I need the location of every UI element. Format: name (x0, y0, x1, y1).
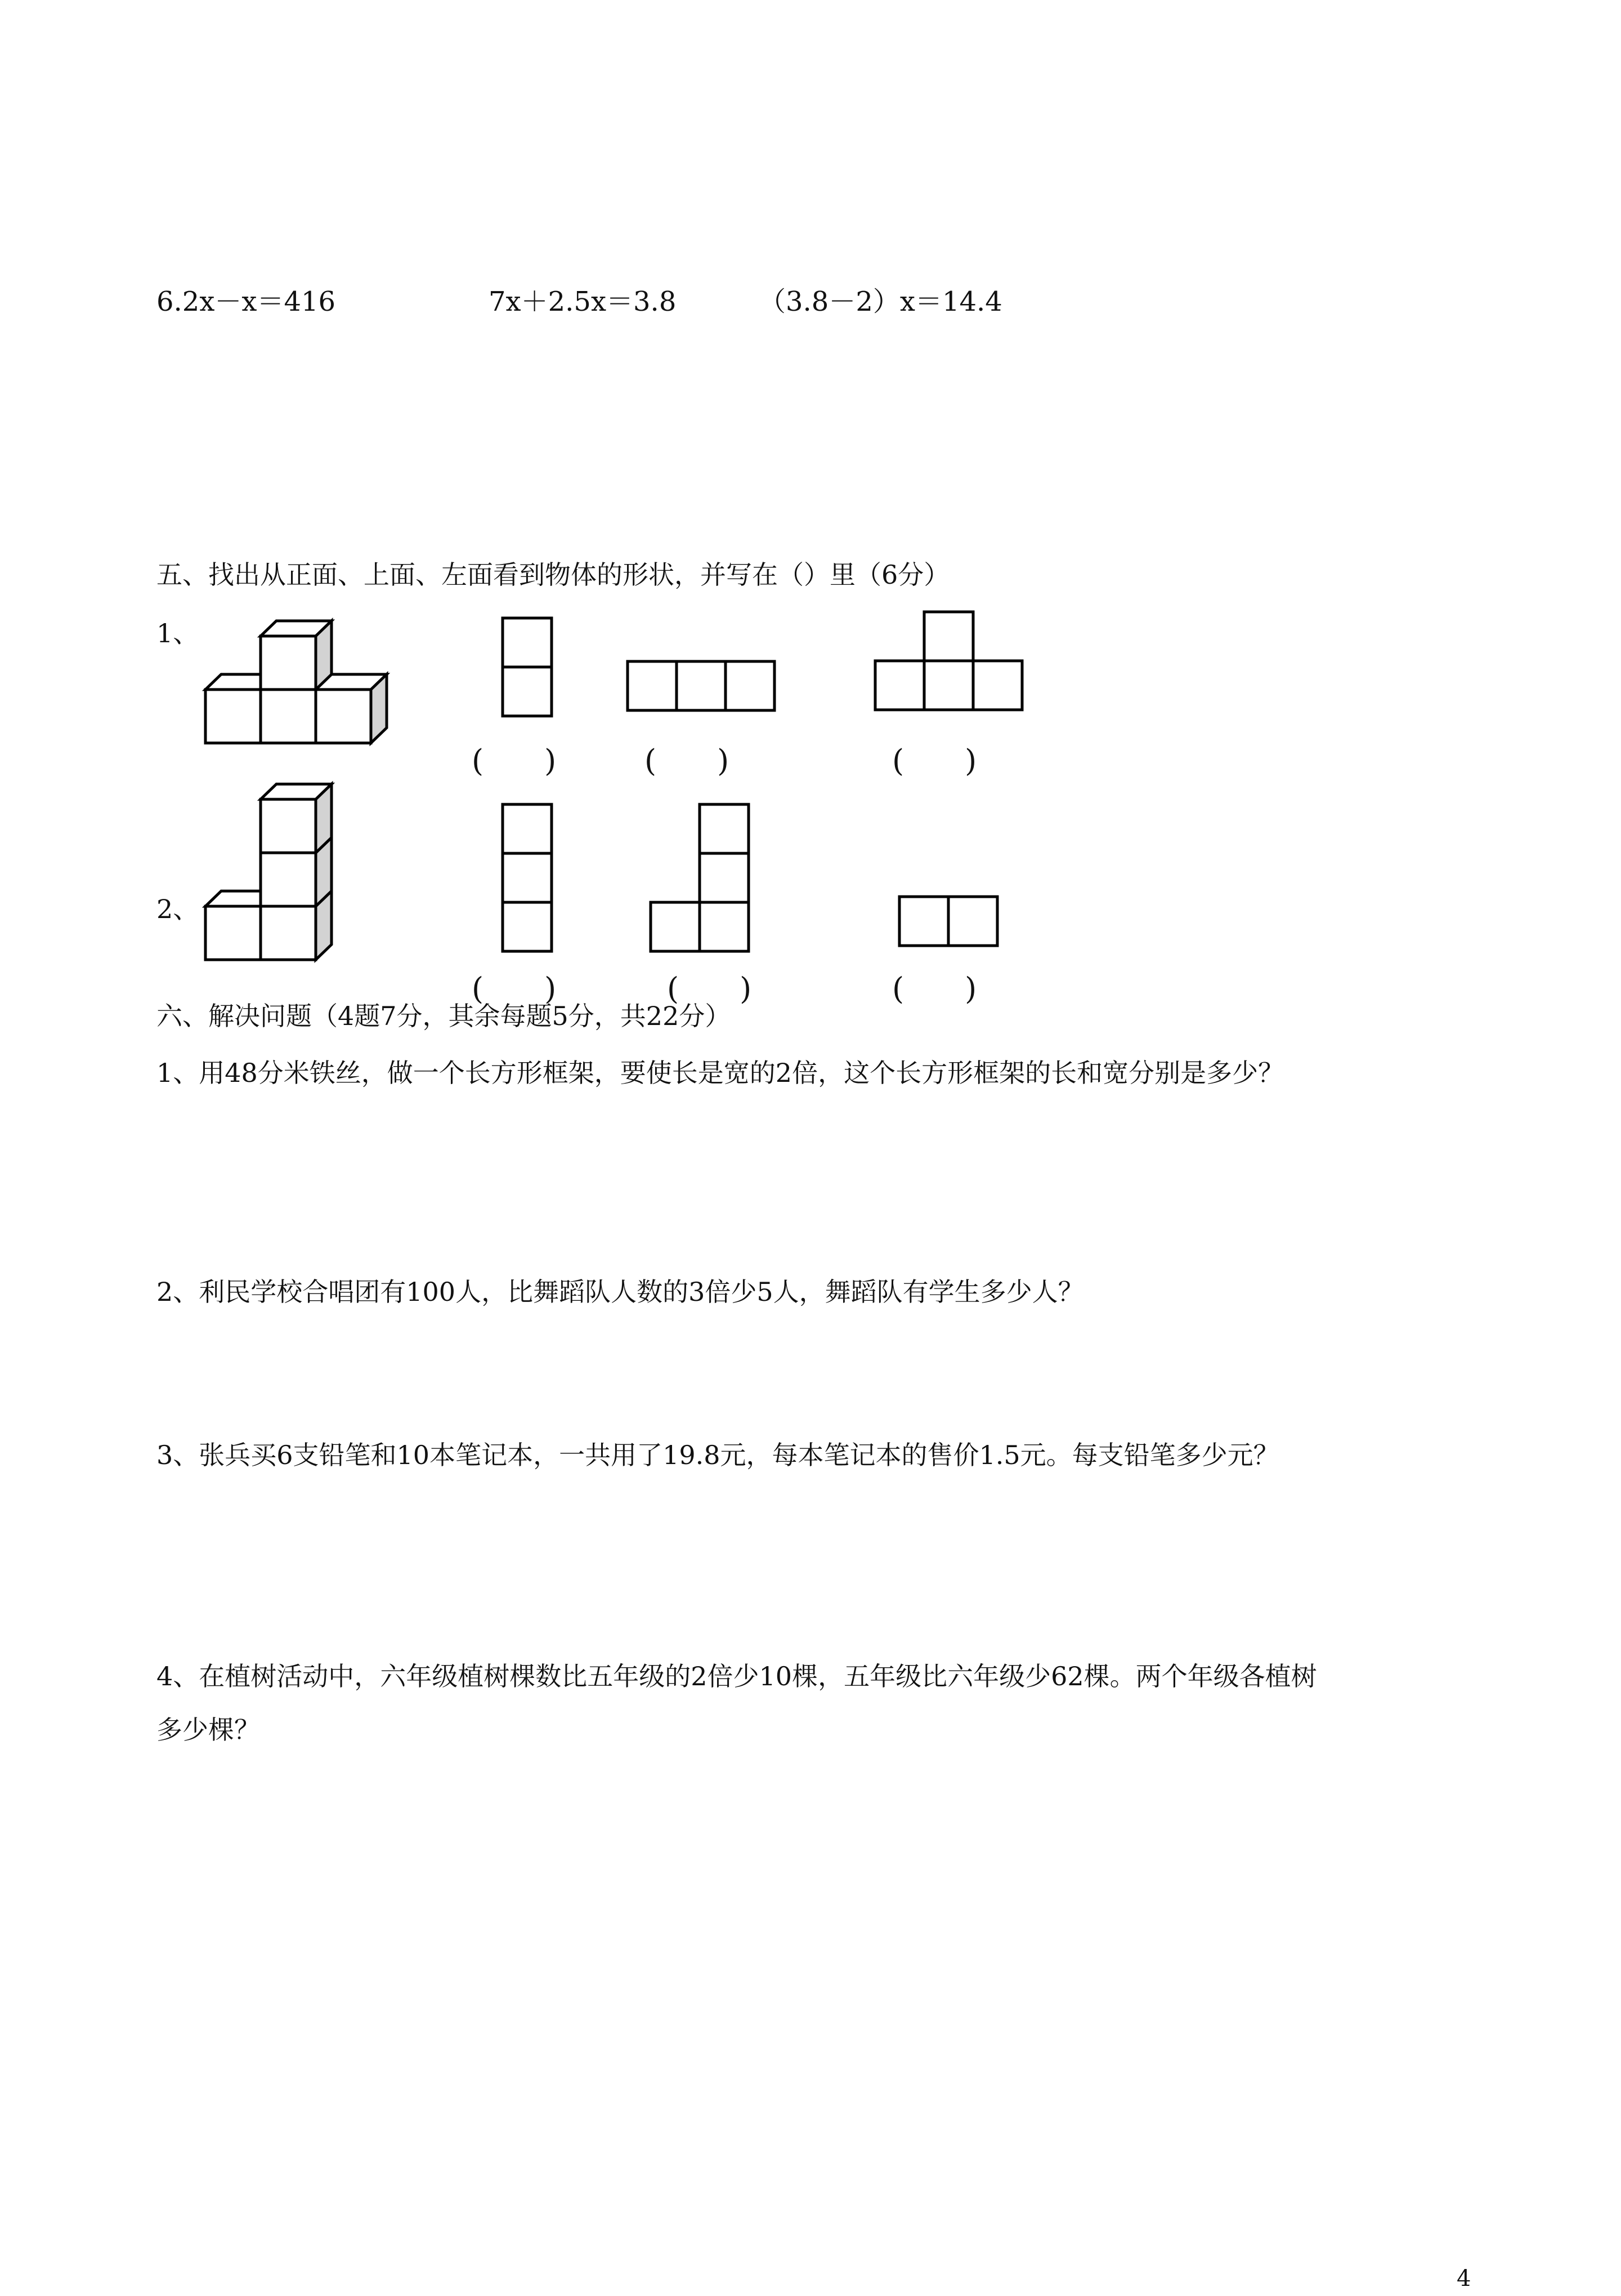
page-number: 4 (1457, 2266, 1471, 2291)
section6-title: 六、解决问题（4题7分，其余每题5分，共22分） (156, 1001, 731, 1031)
q1-view-a (501, 616, 555, 718)
problem-2: 2、利民学校合唱团有100人，比舞蹈队人数的3倍少5人，舞蹈队有学生多少人？ (156, 1277, 1084, 1307)
q1-view-b (626, 660, 779, 714)
q1-label: 1、 (156, 618, 199, 648)
q1-answer-blank-c[interactable]: ( ) (892, 743, 977, 778)
problem-3: 3、张兵买6支铅笔和10本笔记本，一共用了19.8元，每本笔记本的售价1.5元。每支铅笔多少元？ (156, 1440, 1279, 1470)
q1-answer-blank-a[interactable]: ( ) (472, 743, 557, 778)
equation-2: 7x＋2.5x＝3.8 (489, 286, 677, 317)
q1-answer-blank-b[interactable]: ( ) (644, 743, 729, 778)
q1-view-c (874, 610, 1027, 715)
problem-4: 4、在植树活动中，六年级植树棵数比五年级的2倍少10棵，五年级比六年级少62棵。两个年级各植树 (156, 1661, 1317, 1691)
q2-answer-blank-b[interactable]: ( ) (667, 971, 752, 1006)
q2-3d-object (203, 772, 343, 964)
q2-answer-blank-a[interactable]: ( ) (472, 971, 557, 1006)
equation-1: 6.2x－x＝416 (156, 286, 336, 317)
q2-view-b (649, 803, 753, 954)
q2-answer-blank-c[interactable]: ( ) (892, 971, 977, 1006)
problem-4-continued: 多少棵？ (156, 1715, 260, 1745)
q1-3d-object (203, 614, 400, 749)
problem-1: 1、用48分米铁丝，做一个长方形框架，要使长是宽的2倍，这个长方形框架的长和宽分别是多少？ (156, 1058, 1284, 1088)
q2-view-c (898, 895, 1001, 949)
q2-view-a (501, 803, 555, 954)
section5-title: 五、找出从正面、上面、左面看到物体的形状，并写在（）里（6分） (156, 560, 950, 590)
q2-label: 2、 (156, 894, 199, 924)
equation-3: （3.8－2）x＝14.4 (759, 286, 1002, 317)
